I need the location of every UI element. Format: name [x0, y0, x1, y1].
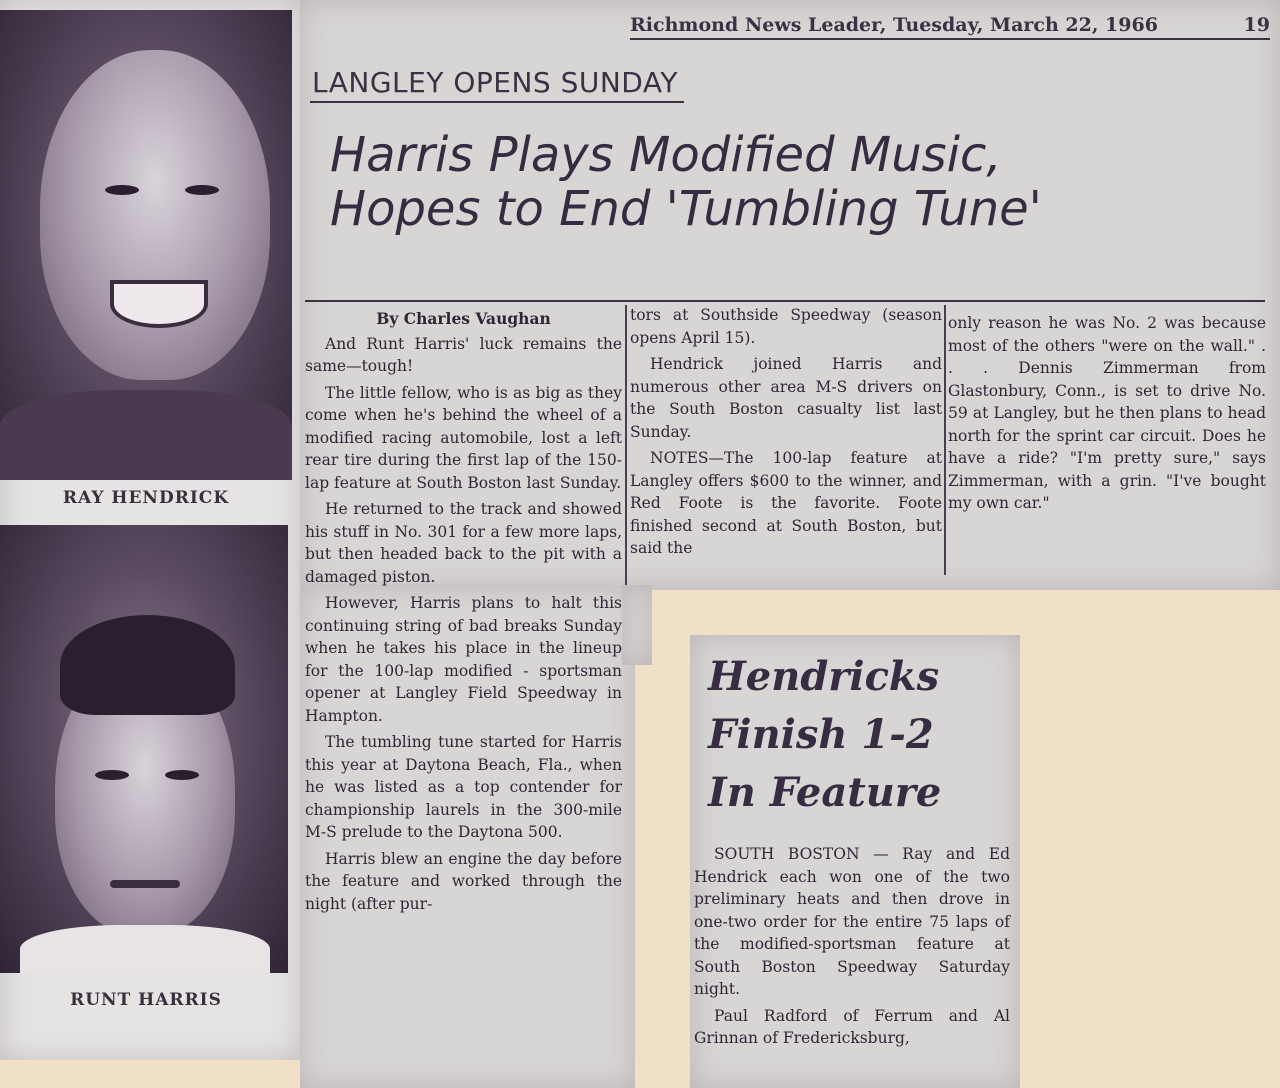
paragraph: tors at Southside Speedway (season opens April 15). — [630, 306, 942, 347]
runt-harris-photo — [0, 525, 288, 973]
column-divider-1 — [625, 305, 627, 585]
paragraph: SOUTH BOSTON — Ray and Ed Hendrick each won one of the two preliminary heats and then drove in one-two order for the entire 75 laps of the modified-sportsman feature at South Boston Speedway Saturday night. — [694, 845, 1010, 998]
paragraph: Paul Radford of Ferrum and Al Grinnan of Fredericksburg, — [694, 1006, 1010, 1047]
runt-left-eye — [95, 770, 129, 780]
headline-rule — [305, 300, 1265, 302]
paragraph: However, Harris plans to halt this continuing string of bad breaks Sunday when he takes his place in the lineup for the 100-lap modified - sportsman opener at Langley Field Speedway in Hampton. — [305, 594, 622, 725]
runt-collar — [20, 925, 270, 973]
article-column-1 — [305, 308, 622, 919]
masthead-paper-date: Richmond News Leader, Tuesday, March 22, 1966 — [630, 14, 1158, 36]
ray-hendrick-photo — [0, 10, 292, 480]
byline: By Charles Vaughan — [376, 309, 551, 328]
masthead — [630, 14, 1270, 40]
clipping-edge — [622, 585, 652, 665]
runt-hair — [60, 615, 235, 715]
main-headline — [330, 128, 1270, 236]
paragraph: Hendrick joined Harris and numerous other area M-S drivers on the South Boston casualty list last Sunday. — [630, 355, 942, 441]
photo-clipping — [0, 0, 300, 1060]
sidebar-headline-line-2: Finish 1-2 — [708, 711, 934, 758]
paragraph: The little fellow, who is as big as they come when he's behind the wheel of a modified racing automobile, lost a left rear tire during the first lap of the 150-lap feature at South Boston last Sunday. — [305, 383, 622, 492]
kicker-headline: LANGLEY OPENS SUNDAY — [310, 66, 684, 103]
paragraph: Harris blew an engine the day before the feature and worked through the night (after pur- — [305, 849, 622, 913]
paragraph: NOTES—The 100-lap feature at Langley offers $600 to the winner, and Red Foote is the favorite. Foote finished second at South Boston, but said the — [630, 449, 942, 557]
sidebar-headline — [708, 648, 1008, 822]
article-column-3 — [948, 312, 1266, 519]
runt-harris-caption: RUNT HARRIS — [70, 990, 222, 1010]
ray-face — [40, 50, 270, 380]
ray-left-eye — [105, 185, 139, 195]
headline-line-2: Hopes to End 'Tumbling Tune' — [330, 181, 1042, 238]
sidebar-body — [694, 843, 1010, 1054]
headline-line-1: Harris Plays Modified Music, — [330, 127, 1002, 183]
paragraph: only reason he was No. 2 was because most of the others "were on the wall." . . . Dennis Zimmerman from Glastonbury, Conn., is set to drive No. 59 at Langley, but he then plans to head north for the sprint car circuit. Does he have a ride? "I'm pretty sure," says Zimmerman, with a grin. "I've bought my own car." — [948, 314, 1266, 512]
article-column-2 — [630, 304, 942, 564]
ray-smile — [110, 280, 208, 328]
column-divider-2 — [944, 305, 946, 575]
masthead-page-number: 19 — [1243, 14, 1270, 36]
runt-mouth — [110, 880, 180, 888]
ray-right-eye — [185, 185, 219, 195]
runt-right-eye — [165, 770, 199, 780]
paragraph: And Runt Harris' luck remains the same—tough! — [305, 334, 622, 375]
ray-shirt — [0, 390, 292, 480]
paragraph: He returned to the track and showed his stuff in No. 301 for a few more laps, but then headed back to the pit with a damaged piston. — [305, 500, 622, 586]
sidebar-headline-line-1: Hendricks — [708, 653, 940, 700]
ray-hendrick-caption: RAY HENDRICK — [62, 488, 230, 508]
sidebar-headline-line-3: In Feature — [708, 769, 942, 816]
paragraph: The tumbling tune started for Harris this year at Daytona Beach, Fla., when he was listed as a top contender for championship laurels in the 300-mile M-S prelude to the Daytona 500. — [305, 733, 622, 841]
